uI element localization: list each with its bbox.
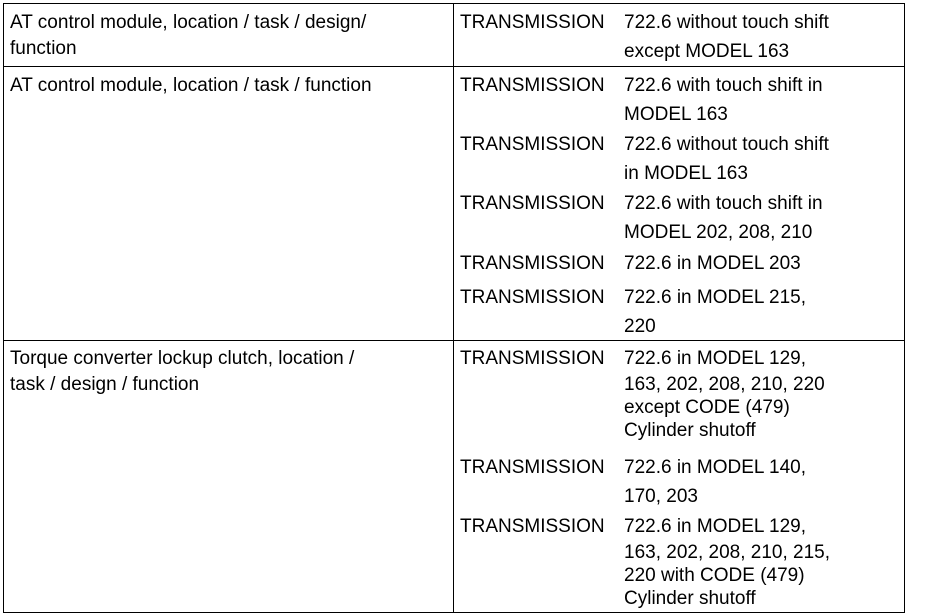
- row-3-topic: [10, 346, 450, 398]
- reference-table: [3, 3, 905, 613]
- entry-line: 163, 202, 208, 210, 215,: [624, 542, 831, 563]
- entry-line: 722.6 with touch shift in: [624, 193, 823, 214]
- row-1-topic: [10, 10, 450, 62]
- entry-line: 722.6 with touch shift in: [624, 75, 823, 96]
- entry-line: except CODE (479): [624, 397, 790, 418]
- column-divider: [453, 4, 454, 612]
- transmission-label: TRANSMISSION: [460, 12, 605, 33]
- entry-description: [624, 71, 904, 129]
- entry-line: except MODEL 163: [624, 41, 790, 62]
- entry-line: 163, 202, 208, 210, 220: [624, 374, 825, 395]
- entry-line: 722.6 in MODEL 203: [624, 253, 801, 274]
- transmission-label: TRANSMISSION: [460, 287, 605, 308]
- entry-description: [624, 189, 904, 247]
- entry-line: MODEL 163: [624, 104, 728, 125]
- entry-description: [624, 8, 904, 66]
- entry-description: [624, 283, 904, 341]
- transmission-label: TRANSMISSION: [460, 253, 605, 274]
- topic-line: Torque converter lockup clutch, location /: [10, 348, 355, 369]
- row-2-topic: [10, 73, 450, 99]
- transmission-label: TRANSMISSION: [460, 457, 605, 478]
- entry-description: [624, 453, 904, 511]
- transmission-label: TRANSMISSION: [460, 516, 605, 537]
- transmission-label: TRANSMISSION: [460, 193, 605, 214]
- topic-line: AT control module, location / task / function: [10, 75, 372, 96]
- transmission-label: TRANSMISSION: [460, 134, 605, 155]
- entry-line: Cylinder shutoff: [624, 420, 756, 441]
- entry-line: 170, 203: [624, 486, 698, 507]
- entry-line: 722.6 without touch shift: [624, 12, 829, 33]
- entry-description: [624, 512, 904, 610]
- entry-line: Cylinder shutoff: [624, 588, 756, 609]
- row-divider: [4, 66, 904, 67]
- topic-line: task / design / function: [10, 374, 200, 395]
- entry-line: 722.6 in MODEL 129,: [624, 348, 807, 369]
- topic-line: AT control module, location / task / design/: [10, 12, 367, 33]
- entry-line: 722.6 in MODEL 140,: [624, 457, 807, 478]
- entry-line: in MODEL 163: [624, 163, 748, 184]
- topic-line: function: [10, 38, 77, 59]
- entry-line: 220: [624, 316, 656, 337]
- entry-line: MODEL 202, 208, 210: [624, 222, 813, 243]
- transmission-label: TRANSMISSION: [460, 75, 605, 96]
- entry-description: [624, 130, 904, 188]
- entry-line: 722.6 in MODEL 129,: [624, 516, 807, 537]
- entry-line: 220 with CODE (479): [624, 565, 805, 586]
- entry-description: [624, 249, 904, 278]
- transmission-label: TRANSMISSION: [460, 348, 605, 369]
- entry-line: 722.6 in MODEL 215,: [624, 287, 807, 308]
- entry-description: [624, 344, 904, 442]
- entry-line: 722.6 without touch shift: [624, 134, 829, 155]
